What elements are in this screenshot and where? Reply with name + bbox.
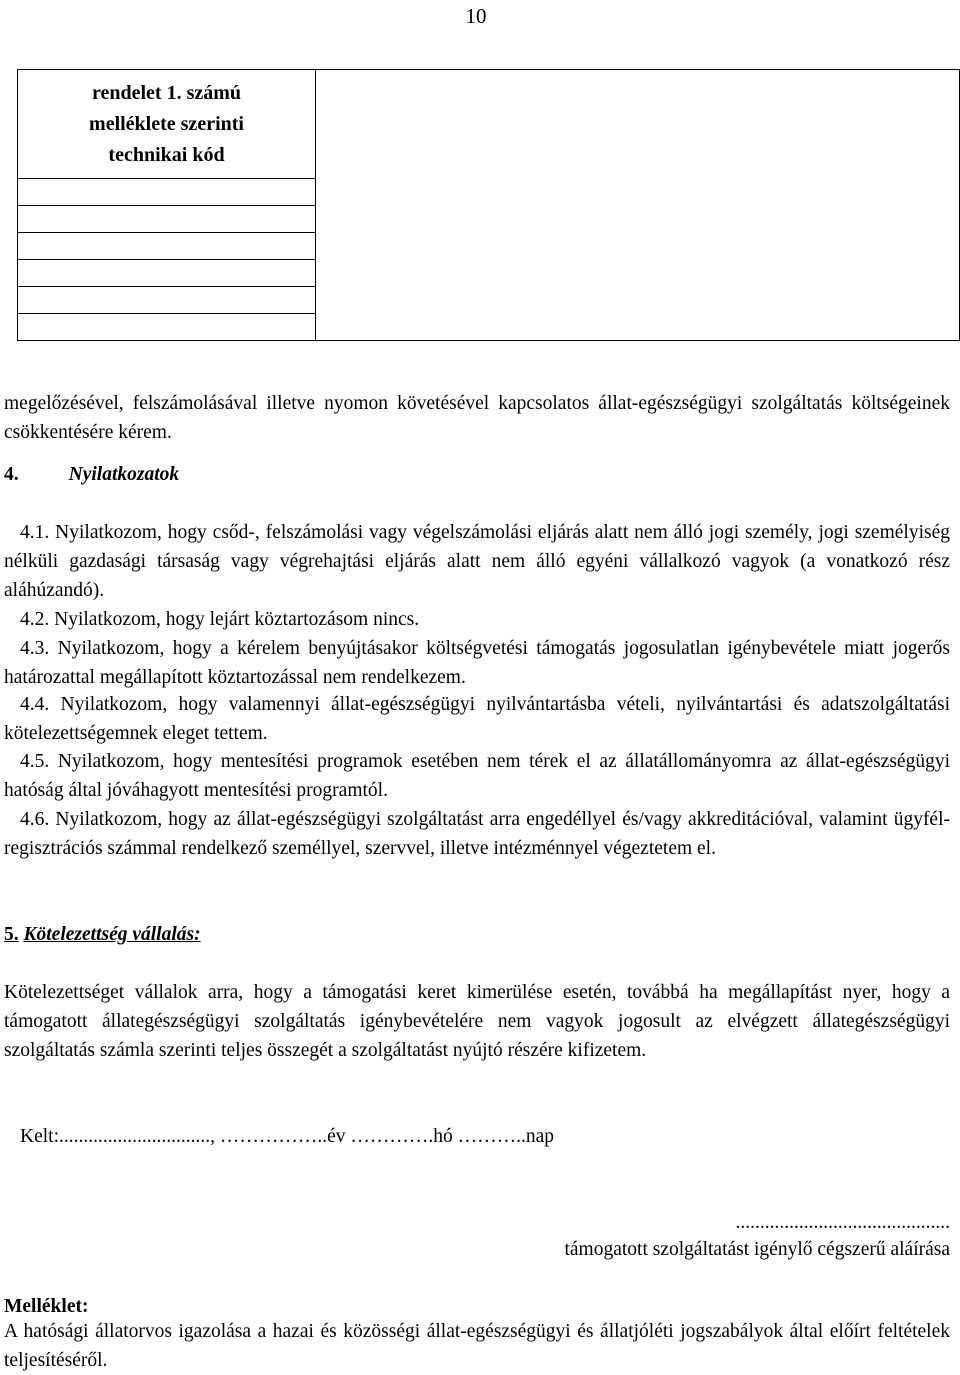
section5-heading: [4, 920, 950, 949]
statement-4-2: 4.2. Nyilatkozom, hogy lejárt köztartozásom nincs.: [20, 609, 420, 630]
statement-4-6: 4.6. Nyilatkozom, hogy az állat-egészségügyi szolgáltatást arra engedéllyel és/vagy akkreditációval, valamint ügyfél-regisztrációs számmal rendelkező személlyel, szervvel, illetve intézménnyel végeztetem el.: [4, 809, 950, 859]
code-header-line-3: technikai kód: [108, 143, 225, 166]
code-table-header: [18, 70, 316, 179]
intro-paragraph: megelőzésével, felszámolásával illetve nyomon követésével kapcsolatos állat-egészségügyi szolgáltatás költségeinek csökkentésére kérem.: [4, 393, 950, 443]
date-line: Kelt:..............................., ……………..év ………….hó ………..nap: [20, 1126, 555, 1147]
attachment-label: Melléklet:: [4, 1296, 89, 1317]
code-table-row: [18, 260, 316, 287]
section4-title: Nyilatkozatok: [68, 464, 180, 485]
code-table-row: [18, 314, 316, 341]
signature-label: támogatott szolgáltatást igénylő cégszerű aláírása: [564, 1239, 950, 1260]
signature-dots: ............................................: [735, 1212, 950, 1233]
code-table-row: [18, 233, 316, 260]
technical-code-table: [17, 69, 960, 341]
statement-4-5: 4.5. Nyilatkozom, hogy mentesítési programok esetében nem térek el az állatállományomra az állat-egészségügyi hatóság által jóváhagyott mentesítési programtól.: [4, 751, 950, 801]
code-header-line-1: rendelet 1. számú: [91, 81, 242, 104]
section5-title: Kötelezettség vállalás:: [23, 924, 201, 945]
code-table-blank-cell: [316, 70, 960, 341]
section4-number: 4.: [4, 464, 19, 485]
commitment-paragraph: Kötelezettséget vállalok arra, hogy a támogatási keret kimerülése esetén, továbbá ha megállapítást nyer, hogy a támogatott állategészségügyi szolgáltatás igénybevételére nem vagyok jogosult az elvégzett állategészségügyi szolgáltatás számla szerinti teljes összegét a szolgáltatást nyújtó részére kifizetem.: [4, 982, 950, 1061]
attachment-text: A hatósági állatorvos igazolása a hazai és közösségi állat-egészségügyi és állatjóléti jogszabályok által előírt feltételek teljesítéséről.: [4, 1321, 950, 1371]
statement-4-1: 4.1. Nyilatkozom, hogy csőd-, felszámolási vagy végelszámolási eljárás alatt nem álló jogi személy, jogi személyiség nélküli gazdasági társaság vagy végrehajtási eljárás alatt nem álló egyéni vállalkozó vagyok (a vonatkozó rész aláhúzandó).: [4, 522, 950, 601]
code-table-row: [18, 287, 316, 314]
statement-4-3: 4.3. Nyilatkozom, hogy a kérelem benyújtásakor költségvetési támogatás jogosulatlan igénybevétele miatt jogerős határozattal megállapított köztartozással nem rendelkezem.: [4, 638, 950, 688]
code-table-row: [18, 206, 316, 233]
section4-heading: [4, 460, 950, 489]
code-header-line-2: melléklete szerinti: [89, 112, 244, 135]
page-number: 10: [465, 4, 487, 28]
code-table-row: [18, 179, 316, 206]
section5-number: 5.: [4, 924, 19, 945]
statement-4-4: 4.4. Nyilatkozom, hogy valamennyi állat-egészségügyi nyilvántartásba vételi, nyilvántartási és adatszolgáltatási kötelezettségemnek eleget tettem.: [4, 694, 950, 744]
